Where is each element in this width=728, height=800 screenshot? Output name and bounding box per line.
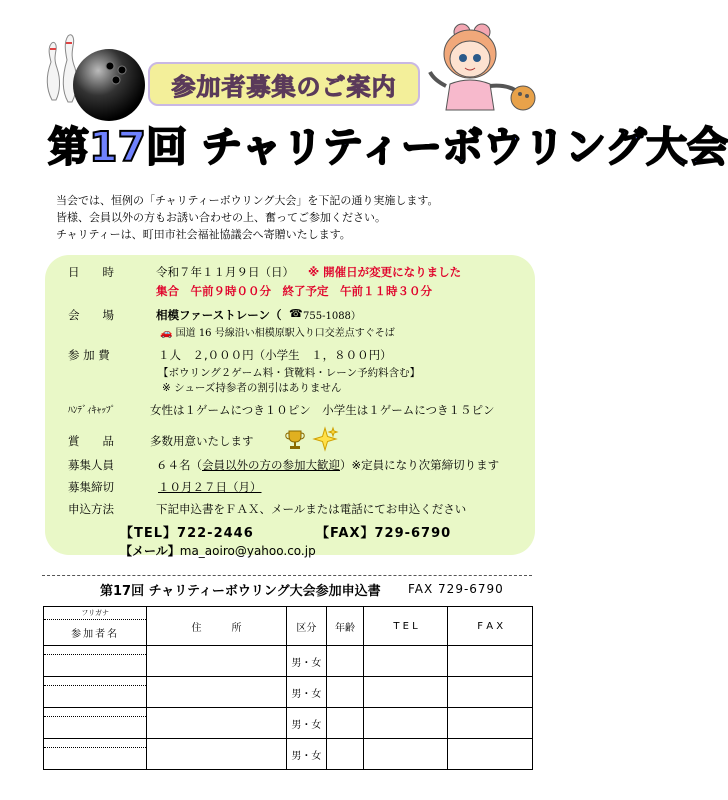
fax-cell[interactable] <box>448 739 533 770</box>
venue-row <box>0 307 565 323</box>
header-banner <box>148 62 420 106</box>
page-title: 第17回 チャリティーボウリング大会 <box>48 122 728 171</box>
age-cell[interactable] <box>327 708 364 739</box>
mail-label: 【メール】 <box>120 544 180 558</box>
intro-line: 当会では、恒例の「チャリティーボウリング大会」を下記の通り実施します。 <box>56 194 439 207</box>
fax-header: F A X <box>448 607 533 646</box>
tel-header: T E L <box>363 607 448 646</box>
table-row <box>44 677 533 708</box>
application-form-table <box>43 606 533 770</box>
form-title: 第17回 チャリティーボウリング大会参加申込書 <box>100 584 381 599</box>
sparkle-icon <box>312 426 338 452</box>
age-cell[interactable] <box>327 677 364 708</box>
furigana-label: フリガナ <box>44 607 146 620</box>
phone-icon: ☎ <box>289 307 303 320</box>
intro-text <box>56 192 438 243</box>
table-row <box>44 708 533 739</box>
handicap-label: ﾊﾝﾃﾞｨｷｬｯﾌﾟ <box>68 405 116 416</box>
mail-address[interactable]: ma_aoiro@yahoo.co.jp <box>179 544 316 558</box>
gender-cell[interactable]: 男・女 <box>286 708 327 739</box>
intro-line: 皆様、会員以外の方もお誘い合わせの上、奮ってご参加ください。 <box>56 211 386 224</box>
address-cell[interactable] <box>147 677 286 708</box>
handicap-value: 女性は１ゲームにつき１０ピン 小学生は１ゲームにつき１５ピン <box>150 403 495 417</box>
cut-line <box>42 575 532 576</box>
capacity-row <box>0 457 565 473</box>
prize-value: 多数用意いたします <box>150 434 254 448</box>
date-value: 令和７年１１月９日（日） <box>156 265 294 279</box>
prize-row <box>0 433 565 449</box>
capacity-label: 募集人員 <box>68 458 114 472</box>
contact-tel: 【TEL】722-2446 <box>120 526 254 541</box>
fee-label: 参 加 費 <box>68 348 110 362</box>
time-value: 集合 午前９時００分 終了予定 午前１１時３０分 <box>156 284 432 298</box>
address-cell[interactable] <box>147 708 286 739</box>
table-row <box>44 646 533 677</box>
girl-mascot-icon <box>420 14 540 119</box>
capacity-value <box>156 457 499 473</box>
name-cell[interactable] <box>44 739 147 770</box>
contact-fax: 【FAX】729-6790 <box>316 526 452 541</box>
handicap-row <box>0 402 565 418</box>
intro-line: チャリティーは、町田市社会福祉協議会へ寄贈いたします。 <box>56 228 351 241</box>
fax-cell[interactable] <box>448 708 533 739</box>
venue-label: 会 場 <box>68 308 114 322</box>
deadline-row <box>0 479 565 495</box>
name-cell[interactable] <box>44 708 147 739</box>
deadline-value: １０月２７日（月） <box>158 480 262 494</box>
fee-detail: 【ボウリング２ゲーム料・貸靴料・レーン予約料含む】 <box>158 367 421 379</box>
venue-value: 相模ファーストレーン（ <box>156 308 282 322</box>
tel-cell[interactable] <box>363 646 448 677</box>
age-cell[interactable] <box>327 739 364 770</box>
age-header: 年齢 <box>327 607 364 646</box>
venue-access-row <box>160 324 395 339</box>
contact-mail-row <box>120 542 316 559</box>
address-cell[interactable] <box>147 739 286 770</box>
gender-cell[interactable]: 男・女 <box>286 677 327 708</box>
method-value: 下記申込書をＦＡＸ、メールまたは電話にてお申込ください <box>156 502 467 516</box>
form-header-row <box>44 607 533 646</box>
fee-value: １人 ２,０００円（小学生 １，８００円） <box>158 348 392 362</box>
name-header: 参加者名 <box>71 628 120 640</box>
deadline-label: 募集締切 <box>68 480 114 494</box>
venue-phone: 755-1088） <box>303 311 361 322</box>
method-label: 申込方法 <box>68 502 114 516</box>
method-row <box>0 501 565 517</box>
date-row <box>0 264 565 280</box>
address-header: 住 所 <box>147 607 286 646</box>
fee-note: ※ シューズ持参者の割引はありません <box>162 382 342 394</box>
prize-label: 賞 品 <box>68 434 114 448</box>
venue-access: 国道 16 号線沿い相模原駅入り口交差点すぐそば <box>175 328 395 339</box>
fax-cell[interactable] <box>448 646 533 677</box>
gender-header: 区分 <box>286 607 327 646</box>
fax-cell[interactable] <box>448 677 533 708</box>
banner-text: 参加者募集のご案内 <box>171 72 397 101</box>
car-icon: 🚗 <box>160 328 173 339</box>
trophy-icon <box>284 428 306 450</box>
date-notice: ※ 開催日が変更になりました <box>308 265 462 279</box>
capacity-count: ６４名（ <box>156 458 202 472</box>
gender-cell[interactable]: 男・女 <box>286 646 327 677</box>
fee-row <box>0 347 565 363</box>
form-fax: FAX 729-6790 <box>408 582 504 596</box>
name-header-cell <box>44 607 147 646</box>
address-cell[interactable] <box>147 646 286 677</box>
date-label: 日 時 <box>68 265 114 279</box>
tel-cell[interactable] <box>363 677 448 708</box>
gender-cell[interactable]: 男・女 <box>286 739 327 770</box>
tel-cell[interactable] <box>363 708 448 739</box>
tel-cell[interactable] <box>363 739 448 770</box>
age-cell[interactable] <box>327 646 364 677</box>
capacity-underline: 会員以外の方の参加大歓迎 <box>202 458 340 472</box>
table-row <box>44 739 533 770</box>
name-cell[interactable] <box>44 677 147 708</box>
capacity-tail: ）※定員になり次第締切ります <box>340 458 500 472</box>
name-cell[interactable] <box>44 646 147 677</box>
